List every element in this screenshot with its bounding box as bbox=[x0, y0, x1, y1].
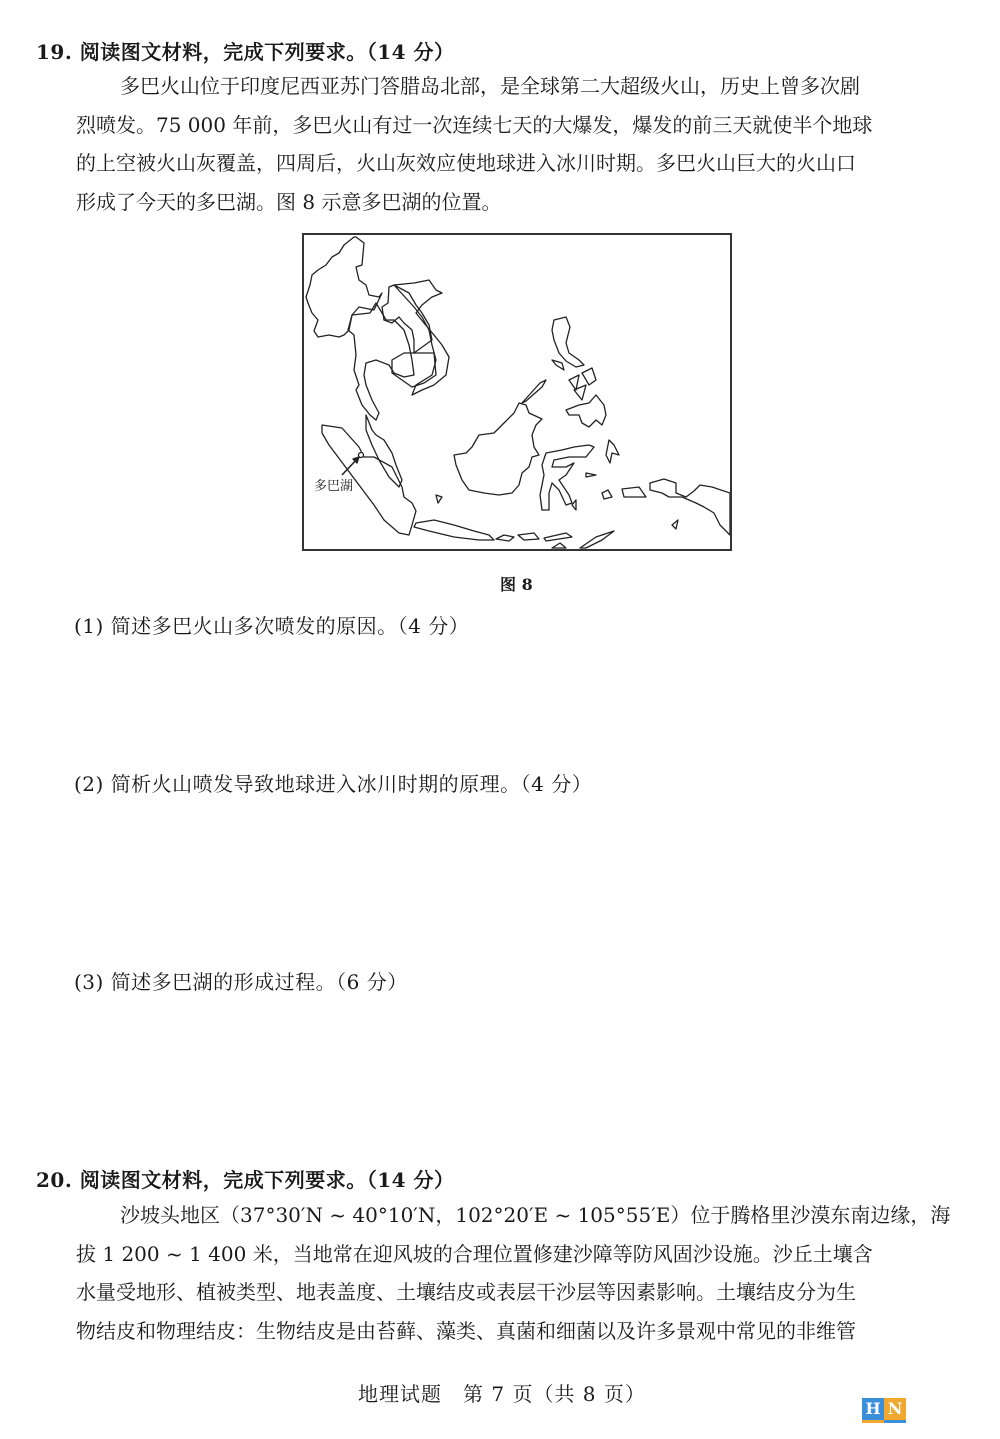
sub-question-1: (1) 简述多巴火山多次喷发的原因。（4 分） bbox=[74, 614, 470, 638]
material-line: 多巴火山位于印度尼西亚苏门答腊岛北部，是全球第二大超级火山，历史上曾多次剧 bbox=[120, 74, 860, 98]
southeast-asia-map-outline bbox=[304, 235, 730, 549]
sub-question-3: (3) 简述多巴湖的形成过程。（6 分） bbox=[74, 970, 408, 994]
question-20-title: 20. 阅读图文材料，完成下列要求。（14 分） bbox=[36, 1168, 455, 1192]
material-line: 的上空被火山灰覆盖，四周后，火山灰效应使地球进入冰川时期。多巴火山巨大的火山口 bbox=[76, 151, 856, 175]
question-19-title: 19. 阅读图文材料，完成下列要求。（14 分） bbox=[36, 40, 455, 64]
lake-toba-label: 多巴湖 bbox=[314, 479, 354, 494]
figure-caption: 图 8 bbox=[500, 575, 533, 594]
logo-letter-n: N bbox=[884, 1398, 906, 1420]
hn-logo bbox=[862, 1398, 906, 1424]
material-line: 形成了今天的多巴湖。图 8 示意多巴湖的位置。 bbox=[76, 189, 502, 214]
question-19-material bbox=[76, 67, 960, 221]
material-line: 物结皮和物理结皮：生物结皮是由苔藓、藻类、真菌和细菌以及许多景观中常见的非维管 bbox=[76, 1318, 856, 1343]
logo-letter-h: H bbox=[862, 1398, 884, 1420]
question-20-material bbox=[76, 1196, 960, 1350]
material-line: 拔 1 200 ~ 1 400 米，当地常在迎风坡的合理位置修建沙障等防风固沙设施。沙丘土壤含 bbox=[76, 1241, 873, 1266]
figure-8-map bbox=[302, 233, 732, 551]
page-footer: 地理试题 第 7 页（共 8 页） bbox=[358, 1382, 646, 1406]
sub-question-2: (2) 简析火山喷发导致地球进入冰川时期的原理。（4 分） bbox=[74, 772, 593, 796]
material-line: 沙坡头地区（37°30′N ~ 40°10′N，102°20′E ~ 105°55′E）位于腾格里沙漠东南边缘，海 bbox=[120, 1203, 951, 1227]
material-line: 烈喷发。75 000 年前，多巴火山有过一次连续七天的大爆发，爆发的前三天就使半个地球 bbox=[76, 112, 873, 137]
logo-bar bbox=[884, 1420, 906, 1423]
material-line: 水量受地形、植被类型、地表盖度、土壤结皮或表层干沙层等因素影响。土壤结皮分为生 bbox=[76, 1280, 856, 1304]
logo-bar bbox=[862, 1420, 884, 1423]
